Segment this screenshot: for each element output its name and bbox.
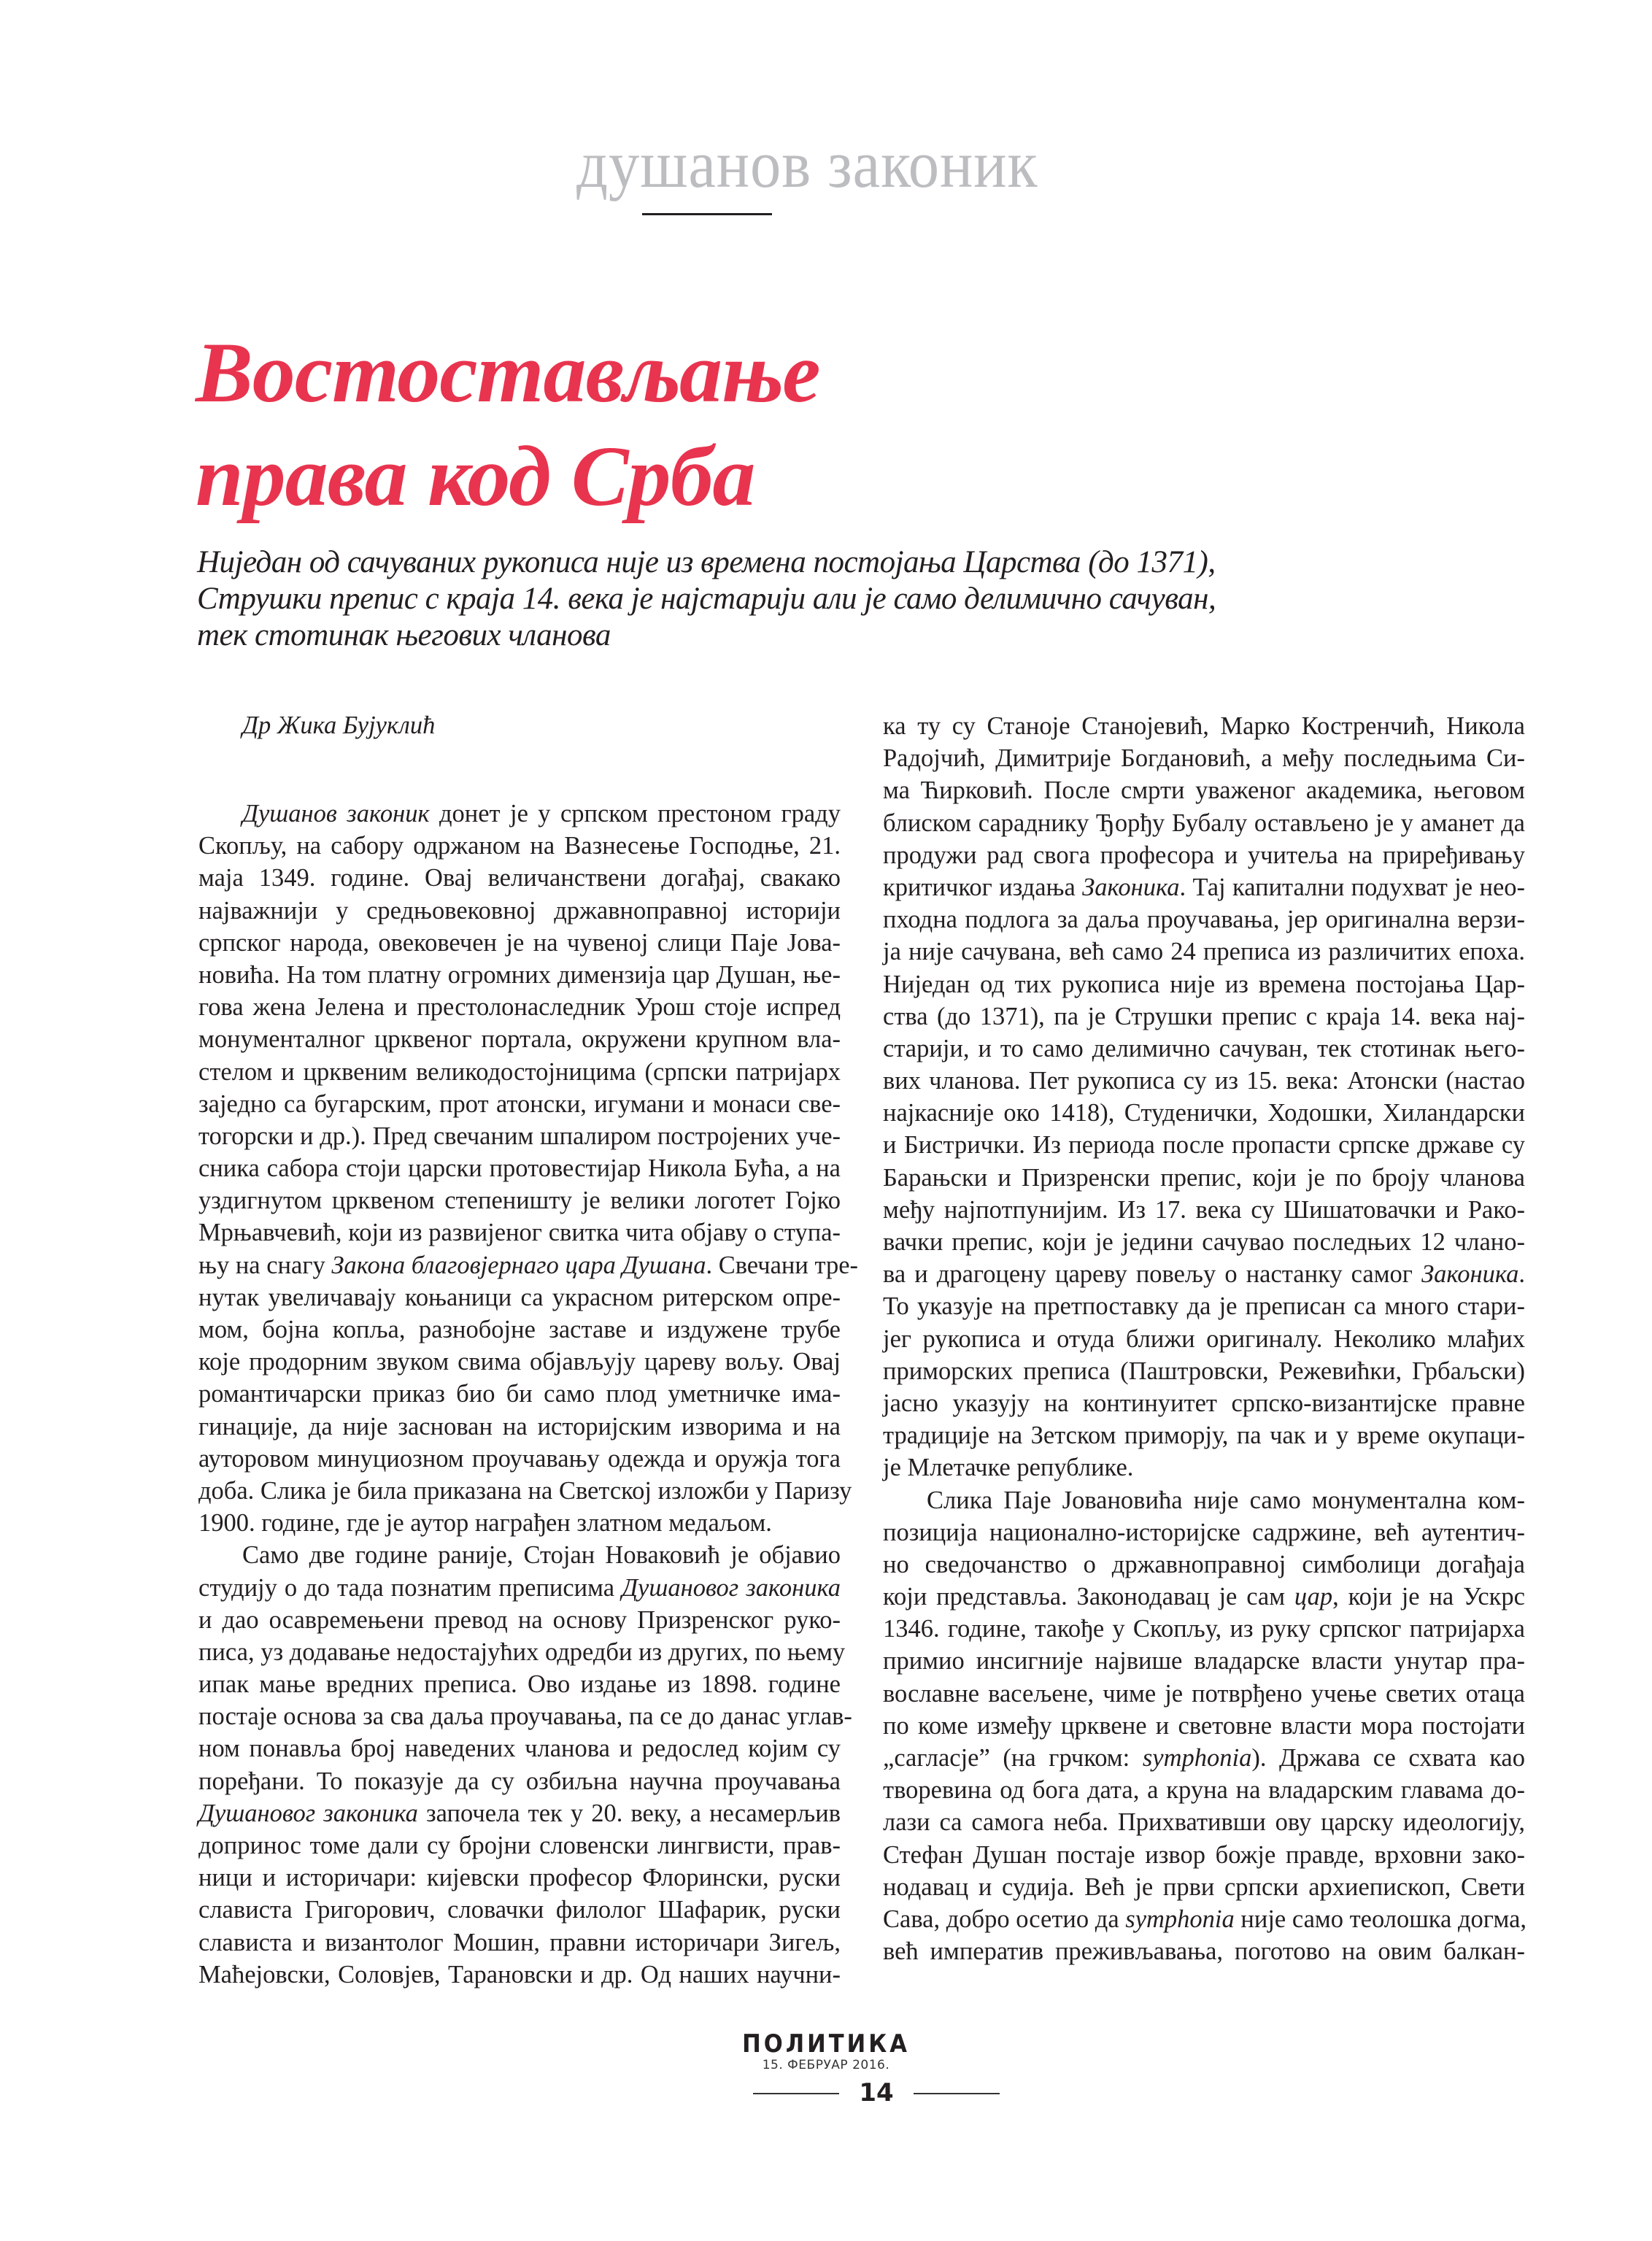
italic-title-run: symphonia — [1125, 1905, 1235, 1933]
body-text-line: новића. На том платну огромних димензија цар Душан, ње- — [198, 960, 841, 989]
body-text-line: писа, уз додавање недостајућих одредби из других, по њему — [198, 1638, 846, 1666]
body-text-line: српског народа, овековечен је на чувеној слици Паје Јова- — [198, 928, 841, 957]
body-text-line: Скопљу, на сабору одржаном на Вазнесење Господње, 21. — [198, 832, 841, 860]
body-text-line: већ императив преживљавања, поготово на овим балкан- — [883, 1937, 1525, 1966]
body-text-line: ства (до 1371), па је Струшки препис с краја 14. века нај- — [883, 1002, 1525, 1030]
body-text-line — [198, 1249, 859, 1281]
section-rule — [642, 213, 772, 215]
body-text-line — [883, 1258, 1525, 1290]
italic-title-run: Душанов законик — [242, 800, 430, 828]
body-text-line: Стефан Душан постаје извор божје правде, врховни зако- — [883, 1840, 1525, 1869]
italic-title-run: Душановог законика — [198, 1799, 418, 1827]
body-text-line: сника сабора стоји царски протовестијар Никола Бућа, а на — [198, 1154, 841, 1183]
body-column-left — [198, 709, 859, 1991]
body-text-line — [198, 798, 841, 830]
text-run: . — [1518, 1260, 1525, 1289]
body-text-line: мом, бојна копља, разнобојне заставе и издужене трубе — [198, 1316, 841, 1343]
body-text-line: постаје основа за сва даља проучавања, па се до данас углав- — [198, 1702, 852, 1731]
body-text-line: тогорски и др.). Пред свечаним шпалиром постројених уче- — [198, 1122, 841, 1150]
page-number: 14 — [859, 2078, 894, 2107]
publication-masthead: ПОЛИТИКА — [742, 2029, 910, 2059]
body-text-line: јасно указују на континуитет српско-византијске правне — [883, 1389, 1525, 1417]
page-footer — [0, 2030, 1652, 2112]
italic-title-run: Закона благовјернаго цара Душана — [331, 1251, 706, 1279]
body-text-line: монументалног црквеног портала, окружени крупном вла- — [198, 1025, 841, 1054]
body-text-line: допринос томе дали су бројни словенски лингвисти, прав- — [198, 1832, 841, 1859]
text-run: ва и драгоцену цареву повељу о настанку самог — [883, 1260, 1422, 1289]
text-run: критичког издања — [883, 873, 1083, 901]
body-text-line: Радојчић, Димитрије Богдановић, а међу последњима Си- — [883, 744, 1525, 773]
body-text-line: лази са самога неба. Прихвативши ову царску идеологију, — [883, 1808, 1525, 1837]
body-text-line: приморских преписа (Паштровски, Режевићки, Грбаљски) — [883, 1357, 1525, 1385]
body-text-line: најважнији у средњовековној државноправној историји — [198, 896, 841, 925]
body-text-line: најкасније око 1418), Студенички, Ходошки, Хиландарски — [883, 1099, 1525, 1127]
body-text-line: нодавац и судија. Већ је први српски архиепископ, Свети — [883, 1872, 1525, 1901]
body-text-line: уздигнутом црквеном степеништу је велики логотет Гојко — [198, 1187, 841, 1215]
body-text-line: по коме између црквене и световне власти мора постојати — [883, 1711, 1525, 1740]
article-title — [196, 321, 819, 528]
text-run: . Свечани тре- — [706, 1251, 859, 1279]
body-text-line: Само две године раније, Стојан Новаковић је објавио — [242, 1541, 841, 1570]
body-text-line — [198, 1797, 841, 1829]
italic-title-run: Законика — [1421, 1260, 1519, 1289]
body-text-line: слависта Григорович, словачки филолог Шафарик, руски — [198, 1896, 841, 1924]
text-run: , који је на Ускрс — [1332, 1583, 1525, 1611]
text-run: ). Држава се схвата као — [1251, 1744, 1525, 1772]
body-text-line: ници и историчари: кијевски професор Флорински, руски — [198, 1864, 841, 1892]
body-text-line: ка ту су Станоје Станојевић, Марко Костренчић, Никола — [883, 712, 1525, 740]
text-run: није само теолошка догма, — [1234, 1905, 1527, 1933]
body-text-line: Ниједан од тих рукописа није из времена постојања Цар- — [883, 970, 1525, 998]
deck-line: Струшки препис с краја 14. века је најстарији али је само делимично сачуван, — [197, 582, 1216, 616]
body-text-line: вачки препис, који је једини сачувао последњих 12 члано- — [883, 1228, 1525, 1256]
body-text-line — [883, 1742, 1525, 1774]
body-text-line — [198, 1572, 841, 1604]
text-run: . Тај капитални подухват је нео- — [1179, 873, 1525, 901]
footer-rule-left — [753, 2093, 839, 2094]
body-text-line: продужи рад свога професора и учитеља на приређивању — [883, 841, 1525, 869]
body-text-line — [883, 871, 1525, 903]
body-text-line: поређани. То показује да су озбиљна научна проучавања — [198, 1767, 841, 1795]
body-text-line: традиције на Зетском приморју, па чак и у време окупаци- — [883, 1422, 1525, 1450]
text-run: њу на снагу — [198, 1251, 332, 1279]
body-text-line: међу најпотпунијим. Из 17. века су Шишатовачки и Рако- — [883, 1195, 1525, 1224]
body-text-line: Слика Паје Јовановића није само монументална ком- — [927, 1486, 1525, 1514]
body-text-line: позиција национално-историјске садржине, већ аутентич- — [883, 1518, 1525, 1546]
text-run: започела тек у 20. веку, а несамерљив — [417, 1799, 841, 1827]
footer-rule-right — [914, 2093, 1000, 2094]
deck-line: тек стотинак његових чланова — [197, 618, 611, 652]
body-text-line — [883, 1903, 1525, 1935]
text-run: донет је у српском престоном граду — [429, 800, 841, 828]
body-text-line: блиском сараднику Ђорђу Бубалу остављено је у аманет да — [883, 809, 1525, 837]
text-run: студију о до тада познатим преписима — [198, 1573, 622, 1602]
body-text-line: маја 1349. године. Овај величанствени догађај, свакако — [198, 864, 841, 892]
body-text-line: ном понавља број наведених чланова и редослед којим су — [198, 1735, 841, 1763]
title-line: права код Срба — [196, 428, 755, 524]
text-run: Сава, добро осетио да — [883, 1905, 1126, 1933]
body-column-right — [883, 710, 1525, 1967]
body-text-line: вих чланова. Пет рукописа су из 15. века: Атонски (настао — [883, 1067, 1525, 1095]
body-text-line: ипак мање вредних преписа. Ово издање из 1898. године — [198, 1670, 841, 1699]
body-text-line — [883, 1581, 1525, 1613]
body-text-line: ма Ћирковић. После смрти уваженог академика, његовом — [883, 776, 1525, 805]
article-deck — [197, 544, 1510, 654]
text-run: који представља. Законодавац је сам — [883, 1583, 1294, 1611]
page-number-block — [0, 2075, 1652, 2112]
body-text-line: ауторовом минуциозном проучавању одежда и оружја тога — [198, 1444, 841, 1473]
body-text-line: и дао осавремењени превод на основу Призренског руко- — [198, 1605, 841, 1634]
section-kicker: душанов законик — [576, 127, 1038, 201]
body-text-line: вославне васељене, чиме је потврђено учење светих отаца — [883, 1679, 1525, 1708]
body-text-line: Барањски и Призренски препис, који је по броју чланова — [883, 1163, 1525, 1192]
body-text-line: ја није сачувана, већ само 24 преписа из различитих епоха. — [883, 938, 1525, 966]
title-line: Востостављање — [196, 325, 820, 420]
issue-date: 15. ФЕБРУАР 2016. — [762, 2058, 890, 2072]
body-text-line: и Бистрички. Из периода после пропасти српске државе су — [883, 1131, 1525, 1160]
body-text-line: старији, и то само делимично сачуван, тек стотинак његo- — [883, 1034, 1525, 1062]
body-text-line: но сведочанство о државноправној симболици догађаја — [883, 1550, 1525, 1578]
italic-title-run: symphonia — [1142, 1744, 1252, 1772]
body-text-line: стелом и црквеним великодостојницима (српски патријарх — [198, 1057, 841, 1086]
body-text-line: гова жена Јелена и престолонаследник Урош стоје испред — [198, 993, 841, 1022]
author-byline: Др Жика Бујуклић — [242, 711, 436, 739]
body-text-line: примио инсигније највише владарске власти унутар пра- — [883, 1647, 1525, 1675]
body-text-line: романтичарски приказ био би само плод уметничке има- — [198, 1380, 841, 1408]
italic-title-run: Законика — [1082, 873, 1180, 901]
body-text-line: 1900. године, где је аутор награђен златном медаљом. — [198, 1509, 772, 1538]
body-text-line: доба. Слика је била приказана на Светској изложби у Паризу — [198, 1476, 852, 1505]
deck-line: Ниједан од сачуваних рукописа није из времена постојања Царства (до 1371), — [197, 545, 1216, 579]
body-text-line: заједно са бугарским, прот атонски, игумани и монаси све- — [198, 1089, 841, 1118]
body-text-line: јег рукописа и отуда ближи оригиналу. Неколико млађих — [883, 1324, 1525, 1353]
italic-title-run: Душановог законика — [622, 1573, 841, 1602]
body-text-line: 1346. године, такође у Скопљу, из руку српског патријарха — [883, 1615, 1525, 1643]
body-text-line: Маћејовски, Соловјев, Тарановски и др. Од наших научни- — [198, 1960, 841, 1989]
body-text-line: слависта и византолог Мошин, правни историчари Зигељ, — [198, 1928, 841, 1956]
body-text-line: гинације, да није заснован на историјским изворима и на — [198, 1412, 841, 1440]
body-text-line: То указује на претпоставку да је преписан са много стари- — [883, 1292, 1525, 1321]
body-text-line: творевина од бога дата, а круна на владарским главама до- — [883, 1776, 1525, 1805]
italic-title-run: цар — [1294, 1583, 1333, 1611]
body-text-line: пходна подлога за даља проучавања, јер оригинална верзи- — [883, 906, 1525, 934]
body-text-line: које продорним звуком свима објављују цареву вољу. Овај — [198, 1348, 841, 1376]
body-text-line: Мрњавчевић, који из развијеног свитка чита објаву о ступа- — [198, 1219, 841, 1247]
body-text-line: је Млетачке републике. — [883, 1454, 1134, 1482]
body-text-line: нутак увеличавају коњаници са украсном ритерском опре- — [198, 1283, 841, 1311]
text-run: „сагласје” (на грчком: — [883, 1744, 1143, 1772]
